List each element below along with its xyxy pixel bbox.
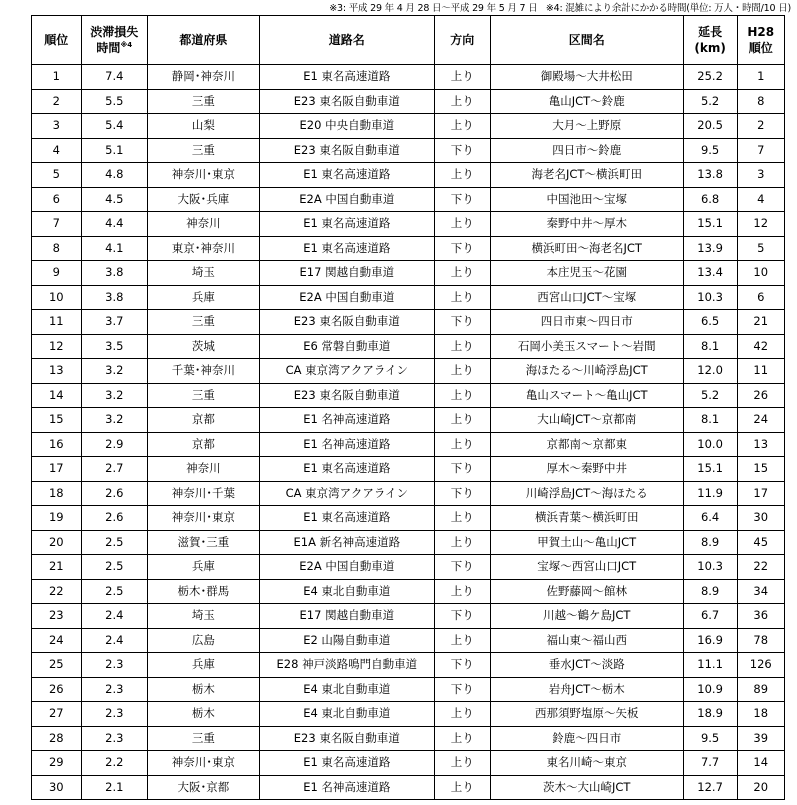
cell-section: 甲賀土山～亀山JCT	[490, 530, 683, 555]
header-length-line2: (km)	[694, 41, 726, 55]
cell-section: 本庄児玉～花園	[490, 261, 683, 286]
cell-length: 9.5	[683, 726, 737, 751]
cell-length: 6.4	[683, 506, 737, 531]
cell-road-name: CA 東京湾アクアライン	[259, 359, 434, 384]
cell-prefecture: 三重	[148, 89, 260, 114]
cell-prev-rank: 14	[737, 751, 785, 776]
cell-direction: 上り	[434, 530, 490, 555]
cell-prefecture: 京都	[148, 432, 260, 457]
cell-prev-rank: 15	[737, 457, 785, 482]
cell-road-name: E1 名神高速道路	[259, 775, 434, 800]
cell-loss-time: 7.4	[81, 65, 147, 90]
cell-length: 6.5	[683, 310, 737, 335]
cell-road-name: E17 関越自動車道	[259, 604, 434, 629]
cell-prev-rank: 24	[737, 408, 785, 433]
cell-prev-rank: 22	[737, 555, 785, 580]
table-row	[32, 604, 785, 629]
cell-direction: 上り	[434, 432, 490, 457]
cell-prefecture: 栃木	[148, 677, 260, 702]
cell-length: 10.0	[683, 432, 737, 457]
cell-direction: 上り	[434, 751, 490, 776]
cell-prev-rank: 21	[737, 310, 785, 335]
cell-road-name: E17 関越自動車道	[259, 261, 434, 286]
cell-direction: 上り	[434, 506, 490, 531]
cell-direction: 下り	[434, 604, 490, 629]
cell-section: 秦野中井～厚木	[490, 212, 683, 237]
cell-prev-rank: 89	[737, 677, 785, 702]
table-row	[32, 530, 785, 555]
table-row	[32, 383, 785, 408]
cell-loss-time: 3.7	[81, 310, 147, 335]
cell-prev-rank: 10	[737, 261, 785, 286]
table-row	[32, 310, 785, 335]
cell-road-name: CA 東京湾アクアライン	[259, 481, 434, 506]
header-prev-line2: 順位	[748, 41, 773, 55]
cell-prefecture: 広島	[148, 628, 260, 653]
cell-prefecture: 山梨	[148, 114, 260, 139]
cell-prev-rank: 17	[737, 481, 785, 506]
cell-rank: 12	[32, 334, 82, 359]
cell-prefecture: 三重	[148, 310, 260, 335]
cell-road-name: E1 東名高速道路	[259, 751, 434, 776]
cell-length: 10.3	[683, 555, 737, 580]
cell-prev-rank: 2	[737, 114, 785, 139]
cell-rank: 20	[32, 530, 82, 555]
cell-section: 岩舟JCT～栃木	[490, 677, 683, 702]
cell-prev-rank: 6	[737, 285, 785, 310]
table-row	[32, 65, 785, 90]
cell-loss-time: 2.3	[81, 653, 147, 678]
cell-loss-time: 4.8	[81, 163, 147, 188]
cell-prefecture: 埼玉	[148, 261, 260, 286]
cell-loss-time: 3.2	[81, 359, 147, 384]
cell-length: 11.9	[683, 481, 737, 506]
table-row	[32, 432, 785, 457]
cell-rank: 5	[32, 163, 82, 188]
cell-length: 7.7	[683, 751, 737, 776]
cell-section: 海ほたる～川崎浮島JCT	[490, 359, 683, 384]
cell-loss-time: 2.4	[81, 604, 147, 629]
cell-road-name: E1 東名高速道路	[259, 163, 434, 188]
cell-prev-rank: 42	[737, 334, 785, 359]
cell-loss-time: 5.4	[81, 114, 147, 139]
cell-loss-time: 2.4	[81, 628, 147, 653]
cell-prefecture: 兵庫	[148, 285, 260, 310]
cell-loss-time: 5.5	[81, 89, 147, 114]
cell-length: 15.1	[683, 212, 737, 237]
cell-rank: 8	[32, 236, 82, 261]
cell-rank: 18	[32, 481, 82, 506]
cell-length: 6.8	[683, 187, 737, 212]
cell-section: 四日市～鈴鹿	[490, 138, 683, 163]
cell-loss-time: 3.8	[81, 285, 147, 310]
cell-road-name: E1 東名高速道路	[259, 212, 434, 237]
cell-road-name: E1 名神高速道路	[259, 408, 434, 433]
cell-road-name: E1 東名高速道路	[259, 236, 434, 261]
cell-loss-time: 2.1	[81, 775, 147, 800]
cell-road-name: E6 常磐自動車道	[259, 334, 434, 359]
cell-length: 12.0	[683, 359, 737, 384]
cell-rank: 19	[32, 506, 82, 531]
table-row	[32, 89, 785, 114]
table-row	[32, 628, 785, 653]
cell-prev-rank: 20	[737, 775, 785, 800]
cell-prefecture: 三重	[148, 138, 260, 163]
cell-section: 中国池田～宝塚	[490, 187, 683, 212]
cell-loss-time: 4.4	[81, 212, 147, 237]
cell-prev-rank: 39	[737, 726, 785, 751]
table-row	[32, 285, 785, 310]
cell-road-name: E23 東名阪自動車道	[259, 310, 434, 335]
cell-loss-time: 3.8	[81, 261, 147, 286]
cell-length: 10.3	[683, 285, 737, 310]
cell-rank: 14	[32, 383, 82, 408]
header-loss-footnote-mark: ※4	[120, 41, 133, 49]
period-note: ※3: 平成 29 年 4 月 28 日～平成 29 年 5 月 7 日	[329, 3, 538, 14]
cell-section: 西宮山口JCT～宝塚	[490, 285, 683, 310]
cell-prefecture: 兵庫	[148, 555, 260, 580]
cell-length: 6.7	[683, 604, 737, 629]
cell-prev-rank: 34	[737, 579, 785, 604]
table-row	[32, 751, 785, 776]
cell-road-name: E4 東北自動車道	[259, 702, 434, 727]
cell-length: 20.5	[683, 114, 737, 139]
cell-length: 5.2	[683, 89, 737, 114]
header-length	[683, 16, 737, 65]
cell-direction: 上り	[434, 114, 490, 139]
cell-direction: 上り	[434, 408, 490, 433]
cell-loss-time: 2.5	[81, 530, 147, 555]
header-prefecture: 都道府県	[148, 16, 260, 65]
cell-prev-rank: 18	[737, 702, 785, 727]
cell-length: 8.1	[683, 408, 737, 433]
cell-rank: 17	[32, 457, 82, 482]
table-row	[32, 236, 785, 261]
cell-road-name: E1A 新名神高速道路	[259, 530, 434, 555]
cell-direction: 上り	[434, 359, 490, 384]
cell-prefecture: 京都	[148, 408, 260, 433]
cell-direction: 下り	[434, 236, 490, 261]
table-row	[32, 212, 785, 237]
cell-direction: 上り	[434, 334, 490, 359]
cell-direction: 下り	[434, 555, 490, 580]
cell-loss-time: 3.2	[81, 408, 147, 433]
cell-loss-time: 2.3	[81, 677, 147, 702]
congestion-ranking-table	[31, 15, 785, 800]
table-row	[32, 359, 785, 384]
cell-direction: 上り	[434, 726, 490, 751]
cell-direction: 下り	[434, 677, 490, 702]
cell-loss-time: 5.1	[81, 138, 147, 163]
table-row	[32, 187, 785, 212]
header-rank: 順位	[32, 16, 82, 65]
cell-prefecture: 茨城	[148, 334, 260, 359]
table-row	[32, 457, 785, 482]
cell-loss-time: 4.1	[81, 236, 147, 261]
cell-prev-rank: 11	[737, 359, 785, 384]
cell-road-name: E23 東名阪自動車道	[259, 138, 434, 163]
cell-rank: 3	[32, 114, 82, 139]
cell-section: 大山崎JCT～京都南	[490, 408, 683, 433]
cell-length: 8.9	[683, 530, 737, 555]
unit-note: ※4: 混雑により余計にかかる時間(単位: 万人・時間/10 日)	[545, 3, 791, 14]
table-row	[32, 163, 785, 188]
cell-direction: 下り	[434, 187, 490, 212]
cell-rank: 30	[32, 775, 82, 800]
cell-rank: 22	[32, 579, 82, 604]
header-loss-line2: 時間$^{※4}$	[96, 41, 133, 55]
cell-section: 石岡小美玉スマート～岩間	[490, 334, 683, 359]
cell-section: 川崎浮島JCT～海ほたる	[490, 481, 683, 506]
cell-section: 茨木～大山崎JCT	[490, 775, 683, 800]
cell-loss-time: 2.2	[81, 751, 147, 776]
cell-length: 8.1	[683, 334, 737, 359]
cell-prefecture: 神奈川･東京	[148, 506, 260, 531]
cell-road-name: E23 東名阪自動車道	[259, 726, 434, 751]
cell-prefecture: 神奈川･千葉	[148, 481, 260, 506]
cell-direction: 上り	[434, 261, 490, 286]
header-road-name: 道路名	[259, 16, 434, 65]
cell-rank: 6	[32, 187, 82, 212]
cell-prev-rank: 78	[737, 628, 785, 653]
cell-direction: 下り	[434, 310, 490, 335]
cell-length: 13.8	[683, 163, 737, 188]
cell-prev-rank: 12	[737, 212, 785, 237]
cell-length: 12.7	[683, 775, 737, 800]
cell-loss-time: 2.3	[81, 726, 147, 751]
cell-rank: 9	[32, 261, 82, 286]
cell-length: 13.9	[683, 236, 737, 261]
cell-prev-rank: 3	[737, 163, 785, 188]
cell-section: 佐野藤岡～館林	[490, 579, 683, 604]
cell-prev-rank: 7	[737, 138, 785, 163]
table-row	[32, 775, 785, 800]
cell-direction: 下り	[434, 653, 490, 678]
cell-length: 9.5	[683, 138, 737, 163]
cell-direction: 下り	[434, 457, 490, 482]
header-section: 区間名	[490, 16, 683, 65]
cell-section: 宝塚～西宮山口JCT	[490, 555, 683, 580]
cell-rank: 7	[32, 212, 82, 237]
cell-road-name: E1 名神高速道路	[259, 432, 434, 457]
cell-section: 鈴鹿～四日市	[490, 726, 683, 751]
cell-rank: 11	[32, 310, 82, 335]
cell-rank: 24	[32, 628, 82, 653]
cell-road-name: E2A 中国自動車道	[259, 187, 434, 212]
cell-length: 25.2	[683, 65, 737, 90]
cell-prefecture: 栃木	[148, 702, 260, 727]
header-prev-rank	[737, 16, 785, 65]
header-row	[32, 16, 785, 65]
table-notes	[329, 3, 791, 15]
cell-loss-time: 2.6	[81, 506, 147, 531]
cell-road-name: E23 東名阪自動車道	[259, 89, 434, 114]
cell-prev-rank: 30	[737, 506, 785, 531]
table-row	[32, 114, 785, 139]
cell-prefecture: 神奈川	[148, 212, 260, 237]
cell-rank: 26	[32, 677, 82, 702]
cell-section: 海老名JCT～横浜町田	[490, 163, 683, 188]
cell-road-name: E1 東名高速道路	[259, 506, 434, 531]
cell-rank: 28	[32, 726, 82, 751]
table-row	[32, 677, 785, 702]
cell-section: 大月～上野原	[490, 114, 683, 139]
cell-section: 福山東～福山西	[490, 628, 683, 653]
cell-rank: 4	[32, 138, 82, 163]
cell-prefecture: 東京･神奈川	[148, 236, 260, 261]
cell-prev-rank: 126	[737, 653, 785, 678]
cell-direction: 上り	[434, 702, 490, 727]
cell-prev-rank: 8	[737, 89, 785, 114]
cell-loss-time: 4.5	[81, 187, 147, 212]
table-row	[32, 653, 785, 678]
table-row	[32, 579, 785, 604]
cell-section: 亀山スマート～亀山JCT	[490, 383, 683, 408]
cell-section: 西那須野塩原～矢板	[490, 702, 683, 727]
cell-road-name: E1 東名高速道路	[259, 457, 434, 482]
cell-rank: 2	[32, 89, 82, 114]
cell-prefecture: 滋賀･三重	[148, 530, 260, 555]
cell-section: 御殿場～大井松田	[490, 65, 683, 90]
cell-prev-rank: 5	[737, 236, 785, 261]
table-row	[32, 702, 785, 727]
header-prev-line1: H28	[747, 25, 775, 39]
cell-road-name: E2A 中国自動車道	[259, 555, 434, 580]
cell-prefecture: 千葉･神奈川	[148, 359, 260, 384]
cell-section: 横浜青葉～横浜町田	[490, 506, 683, 531]
table-row	[32, 481, 785, 506]
cell-loss-time: 2.9	[81, 432, 147, 457]
cell-prefecture: 神奈川	[148, 457, 260, 482]
cell-prefecture: 静岡･神奈川	[148, 65, 260, 90]
cell-direction: 上り	[434, 628, 490, 653]
cell-prev-rank: 13	[737, 432, 785, 457]
cell-rank: 25	[32, 653, 82, 678]
cell-direction: 上り	[434, 579, 490, 604]
header-loss-line1: 渋滞損失	[90, 25, 139, 39]
cell-road-name: E20 中央自動車道	[259, 114, 434, 139]
cell-length: 13.4	[683, 261, 737, 286]
cell-length: 16.9	[683, 628, 737, 653]
cell-direction: 上り	[434, 212, 490, 237]
cell-length: 10.9	[683, 677, 737, 702]
table-row	[32, 555, 785, 580]
cell-road-name: E23 東名阪自動車道	[259, 383, 434, 408]
cell-prefecture: 大阪･京都	[148, 775, 260, 800]
header-length-line1: 延長	[698, 25, 723, 39]
cell-rank: 10	[32, 285, 82, 310]
cell-road-name: E2A 中国自動車道	[259, 285, 434, 310]
cell-rank: 23	[32, 604, 82, 629]
cell-section: 厚木～秦野中井	[490, 457, 683, 482]
cell-section: 川越～鶴ケ島JCT	[490, 604, 683, 629]
cell-direction: 上り	[434, 163, 490, 188]
cell-prefecture: 三重	[148, 726, 260, 751]
cell-prefecture: 大阪･兵庫	[148, 187, 260, 212]
cell-section: 横浜町田～海老名JCT	[490, 236, 683, 261]
cell-prefecture: 三重	[148, 383, 260, 408]
cell-prev-rank: 26	[737, 383, 785, 408]
table-row	[32, 138, 785, 163]
header-direction: 方向	[434, 16, 490, 65]
table-row	[32, 408, 785, 433]
table-row	[32, 506, 785, 531]
cell-section: 亀山JCT～鈴鹿	[490, 89, 683, 114]
cell-loss-time: 3.2	[81, 383, 147, 408]
cell-rank: 21	[32, 555, 82, 580]
cell-rank: 15	[32, 408, 82, 433]
cell-direction: 下り	[434, 138, 490, 163]
cell-loss-time: 2.3	[81, 702, 147, 727]
cell-road-name: E4 東北自動車道	[259, 579, 434, 604]
cell-section: 垂水JCT～淡路	[490, 653, 683, 678]
cell-prev-rank: 36	[737, 604, 785, 629]
cell-rank: 1	[32, 65, 82, 90]
cell-road-name: E2 山陽自動車道	[259, 628, 434, 653]
cell-loss-time: 2.5	[81, 555, 147, 580]
cell-rank: 29	[32, 751, 82, 776]
cell-loss-time: 2.6	[81, 481, 147, 506]
cell-direction: 上り	[434, 89, 490, 114]
cell-loss-time: 3.5	[81, 334, 147, 359]
cell-prefecture: 兵庫	[148, 653, 260, 678]
cell-rank: 13	[32, 359, 82, 384]
cell-direction: 上り	[434, 775, 490, 800]
cell-rank: 16	[32, 432, 82, 457]
cell-length: 18.9	[683, 702, 737, 727]
cell-direction: 下り	[434, 481, 490, 506]
cell-loss-time: 2.7	[81, 457, 147, 482]
cell-length: 15.1	[683, 457, 737, 482]
cell-section: 東名川崎～東京	[490, 751, 683, 776]
cell-rank: 27	[32, 702, 82, 727]
cell-prev-rank: 4	[737, 187, 785, 212]
cell-section: 京都南～京都東	[490, 432, 683, 457]
cell-direction: 上り	[434, 383, 490, 408]
cell-road-name: E28 神戸淡路鳴門自動車道	[259, 653, 434, 678]
cell-prefecture: 栃木･群馬	[148, 579, 260, 604]
cell-prev-rank: 45	[737, 530, 785, 555]
cell-length: 11.1	[683, 653, 737, 678]
cell-prefecture: 埼玉	[148, 604, 260, 629]
table-row	[32, 261, 785, 286]
cell-road-name: E4 東北自動車道	[259, 677, 434, 702]
table-row	[32, 726, 785, 751]
cell-road-name: E1 東名高速道路	[259, 65, 434, 90]
table-row	[32, 334, 785, 359]
cell-section: 四日市東～四日市	[490, 310, 683, 335]
cell-length: 8.9	[683, 579, 737, 604]
header-loss-time	[81, 16, 147, 65]
cell-length: 5.2	[683, 383, 737, 408]
cell-direction: 上り	[434, 65, 490, 90]
cell-direction: 上り	[434, 285, 490, 310]
cell-prefecture: 神奈川･東京	[148, 751, 260, 776]
cell-prefecture: 神奈川･東京	[148, 163, 260, 188]
cell-prev-rank: 1	[737, 65, 785, 90]
cell-loss-time: 2.5	[81, 579, 147, 604]
